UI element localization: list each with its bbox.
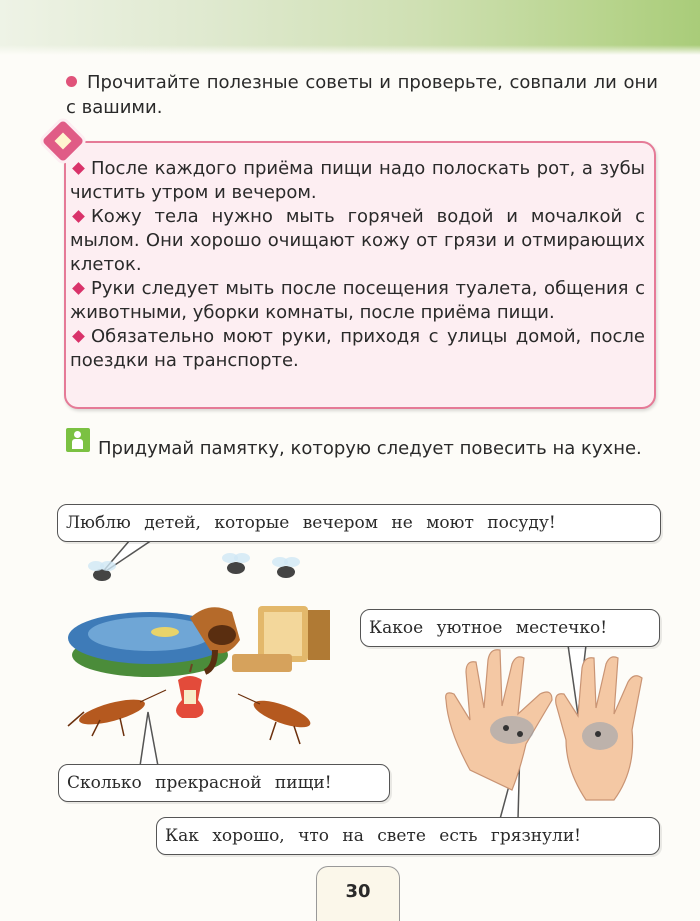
intro-text: Прочитайте полезные советы и проверьте, совпали ли они с вашими. <box>66 72 658 118</box>
tip-text: Обязательно моют руки, приходя с улицы домой, после поездки на транспорте. <box>70 326 645 371</box>
task-text: Придумай памятку, которую следует повесить на кухне. <box>98 438 642 459</box>
speech-bubble-cockroaches: Сколько прекрасной пищи! <box>58 764 390 802</box>
speech-bubble-flies: Люблю детей, которые вечером не моют посуду! <box>57 504 661 542</box>
tip-text: Руки следует мыть после посещения туалета, общения с животными, уборки комнаты, после приёма пищи. <box>70 278 645 323</box>
cockroach-icon <box>238 694 313 744</box>
tip-text: После каждого приёма пищи надо полоскать рот, а зубы чистить утром и вечером. <box>70 158 645 203</box>
fly-icon <box>272 557 300 578</box>
fly-icon <box>222 553 250 574</box>
bread-illustration <box>232 606 330 672</box>
dirty-dishes-illustration <box>68 607 240 677</box>
speech-bubble-germs-dirty: Как хорошо, что на свете есть грязнули! <box>156 817 660 855</box>
page-number: 30 <box>316 866 400 921</box>
bubble-tail <box>140 712 158 766</box>
tip-text: Кожу тела нужно мыть горячей водой и мочалкой с мылом. Они хорошо очищают кожу от грязи и отмирающих клеток. <box>70 206 645 275</box>
fly-icon <box>88 561 116 581</box>
dirty-hands-illustration <box>446 650 642 800</box>
speech-bubble-germs-cozy: Какое уютное местечко! <box>360 609 660 647</box>
